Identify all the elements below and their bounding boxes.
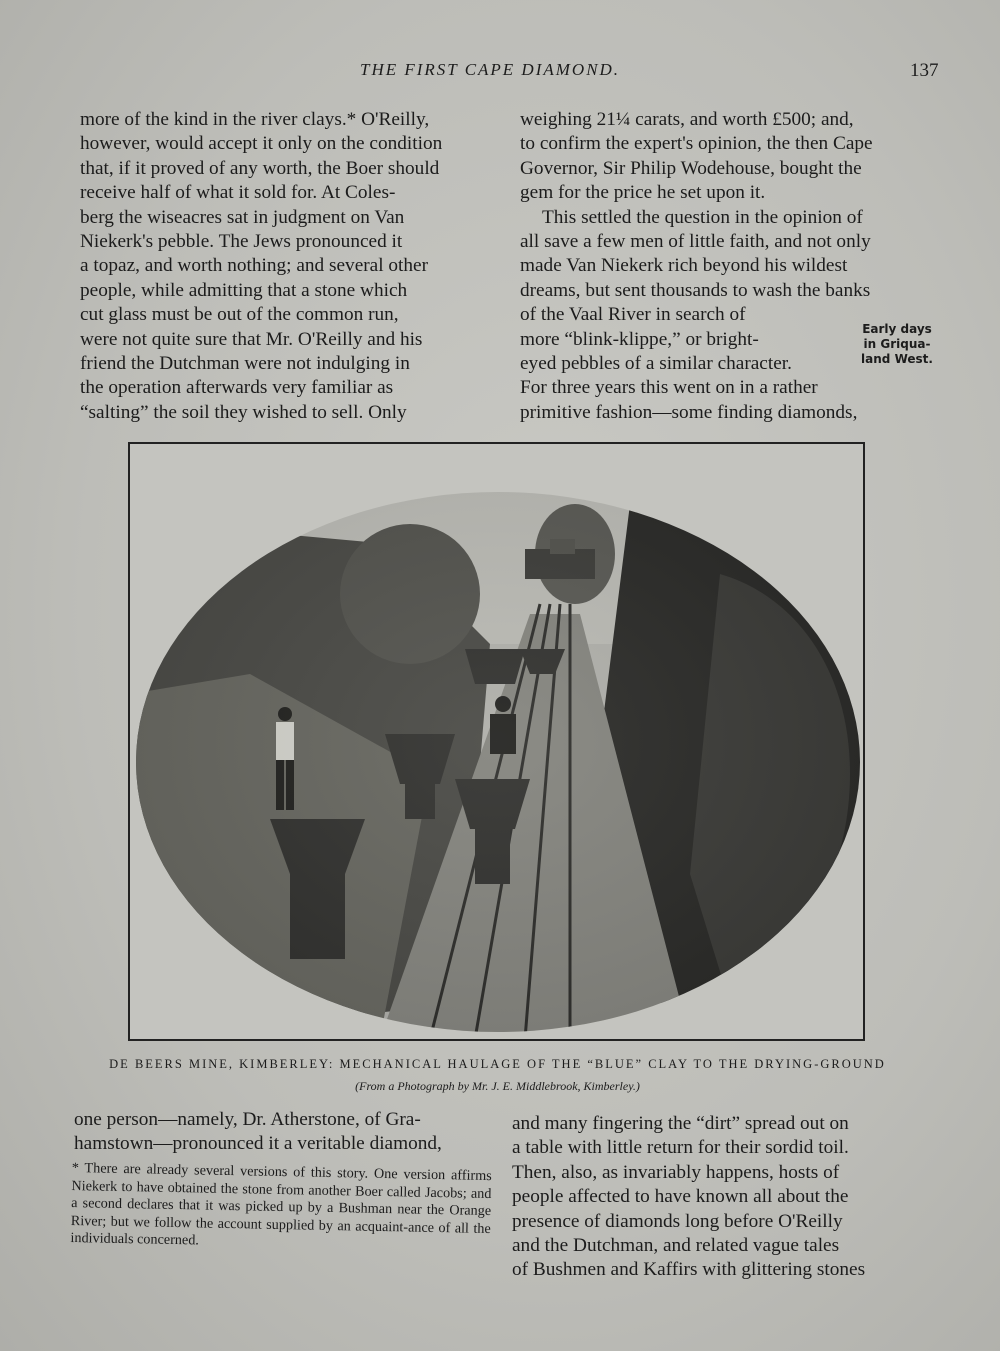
text-line: a topaz, and worth nothing; and several other xyxy=(80,255,429,277)
text-line: made Van Niekerk rich beyond his wildest xyxy=(520,255,848,277)
text-line: more “blink-klippe,” or bright- xyxy=(520,328,759,350)
figure-credit: (From a Photograph by Mr. J. E. Middlebrook, Kimberley.) xyxy=(355,1079,640,1093)
running-title: THE FIRST CAPE DIAMOND. xyxy=(360,60,621,79)
text-line: “salting” the soil they wished to sell. Only xyxy=(80,401,407,423)
page-number: 137 xyxy=(910,60,939,81)
photograph-figure xyxy=(128,442,865,1041)
text-line: were not quite sure that Mr. O'Reilly and his xyxy=(80,328,423,350)
footnote: * There are already several versions of this story. One version affirms Niekerk to have obtained the stone from another Boer called Jacobs; and a second declares that it was picked up by a Bushman near the Orange River; but we follow the account supplied by an acquaint-ance of all the individuals concerned. xyxy=(70,1160,492,1249)
text-line: eyed pebbles of a similar character. xyxy=(520,353,792,375)
text-line: primitive fashion—some finding diamonds, xyxy=(520,401,858,423)
text-line: and many fingering the “dirt” spread out on xyxy=(512,1113,849,1134)
text-line: cut glass must be out of the common run, xyxy=(80,304,399,326)
text-line: friend the Dutchman were not indulging in xyxy=(80,353,410,375)
text-line: gem for the price he set upon it. xyxy=(520,182,766,204)
text-line: one person—namely, Dr. Atherstone, of Gra- xyxy=(74,1109,421,1130)
text-line: of Bushmen and Kaffirs with glittering stones xyxy=(512,1259,866,1281)
text-line: people affected to have known all about the xyxy=(512,1186,849,1208)
text-line: more of the kind in the river clays.* O'Reilly, xyxy=(80,109,430,130)
text-line: This settled the question in the opinion of xyxy=(542,206,863,228)
text-line: receive half of what it sold for. At Coles- xyxy=(80,182,396,204)
text-line: presence of diamonds long before O'Reilly xyxy=(512,1210,843,1232)
text-line: berg the wiseacres sat in judgment on Van xyxy=(80,206,405,228)
left-column-bottom xyxy=(74,1108,494,1157)
text-line: a table with little return for their sordid toil. xyxy=(512,1137,849,1159)
text-line: hamstown—pronounced it a veritable diamond, xyxy=(74,1133,442,1155)
text-line: that, if it proved of any worth, the Boer should xyxy=(80,157,440,179)
margin-note: Early days in Griqua-land West. xyxy=(861,322,933,366)
text-line: of the Vaal River in search of xyxy=(520,304,746,326)
text-line: however, would accept it only on the condition xyxy=(80,133,443,155)
figure-caption: DE BEERS MINE, KIMBERLEY: MECHANICAL HAULAGE OF THE “BLUE” CLAY TO THE DRYING-GROUND xyxy=(109,1057,886,1071)
text-line: Then, also, as invariably happens, hosts of xyxy=(512,1161,840,1183)
mine-haulage-photo xyxy=(130,444,863,1039)
text-line: Niekerk's pebble. The Jews pronounced it xyxy=(80,231,403,253)
text-line: and the Dutchman, and related vague tales xyxy=(512,1235,840,1257)
text-line: For three years this went on in a rather xyxy=(520,377,818,399)
text-line: all save a few men of little faith, and not only xyxy=(520,231,871,253)
text-line: weighing 21¼ carats, and worth £500; and, xyxy=(520,109,854,130)
right-column-bottom xyxy=(512,1112,932,1283)
text-line: the operation afterwards very familiar as xyxy=(80,377,394,399)
text-line: dreams, but sent thousands to wash the banks xyxy=(520,279,871,301)
text-line: people, while admitting that a stone which xyxy=(80,279,408,301)
left-column-top xyxy=(80,108,498,425)
right-column-top xyxy=(520,108,873,425)
text-line: to confirm the expert's opinion, the then Cape xyxy=(520,133,873,155)
text-line: Governor, Sir Philip Wodehouse, bought the xyxy=(520,157,862,179)
